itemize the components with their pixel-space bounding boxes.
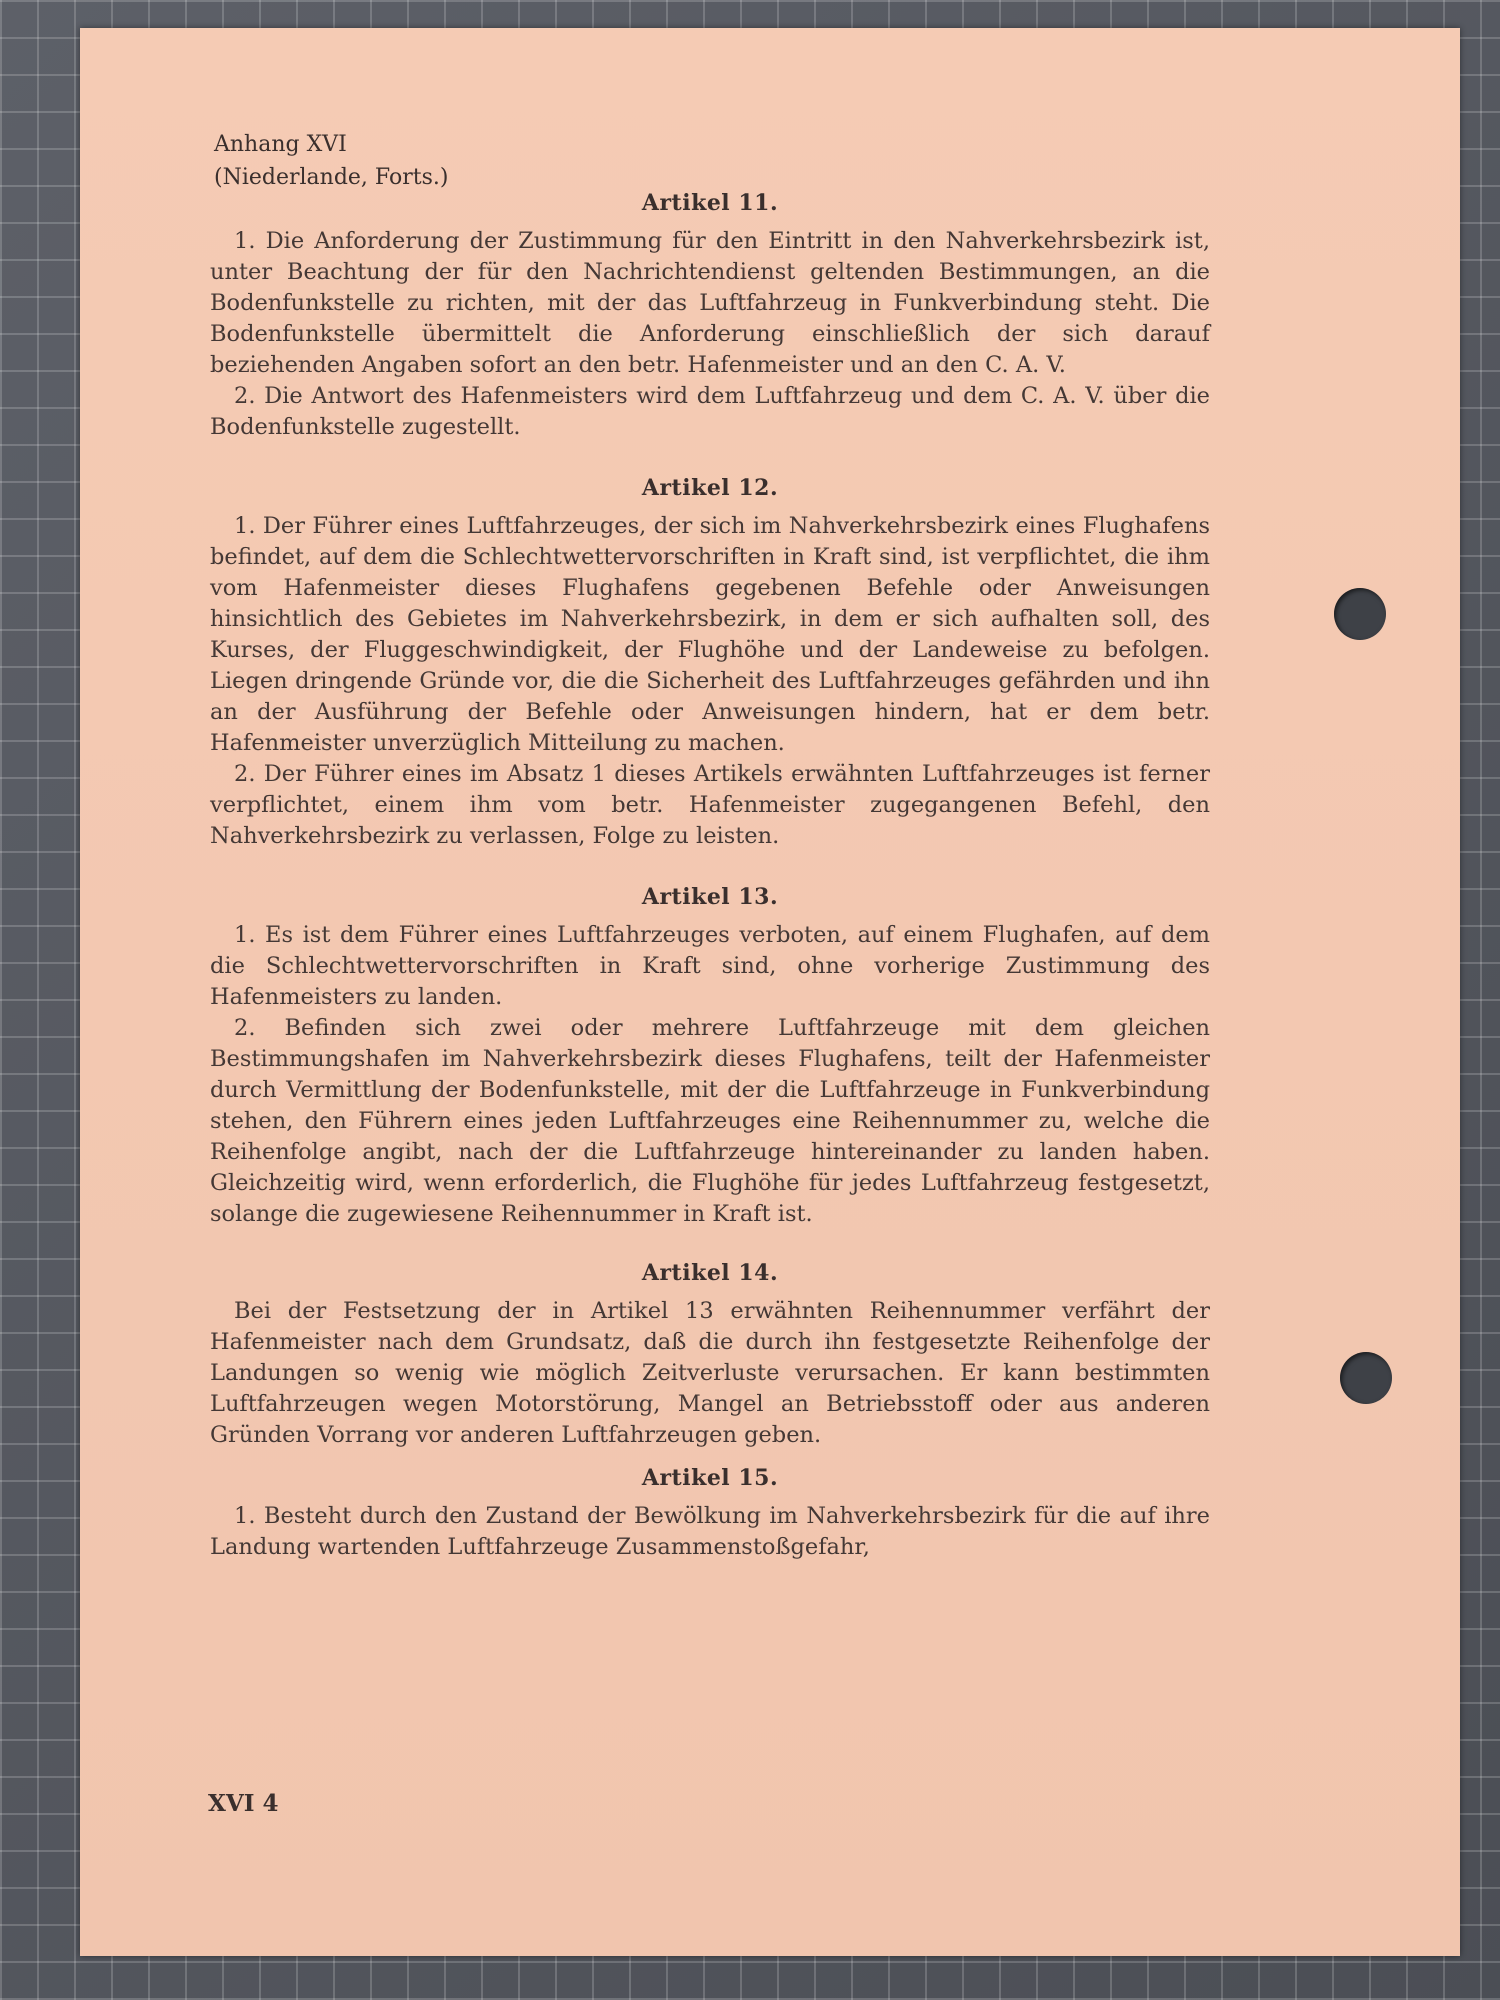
article-paragraph: 1. Die Anforderung der Zustimmung für den Eintritt in den Nahverkehrsbezirk ist, unter Beachtung der für den Nachrichtendienst geltenden Bestimmungen, an die Bodenfunkstelle zu richten, mit der das Luftfahrzeug in Funkverbindung steht. Die Bodenfunkstelle übermittelt die Anforderung einschließlich der sich darauf beziehenden Angaben sofort an den betr. Hafenmeister und an den C. A. V. [210,228,1210,378]
article-title: Artikel 12. [641,475,779,501]
article-12 [210,473,1210,852]
article-paragraph: Bei der Festsetzung der in Artikel 13 erwähnten Reihennummer verfährt der Hafenmeister nach dem Grundsatz, daß die durch ihn festgesetzte Reihenfolge der Landungen so wenig wie möglich Zeitverluste verursachen. Er kann bestimmten Luftfahrzeugen wegen Motorstörung, Mangel an Betriebsstoff oder aus anderen Gründen Vorrang vor anderen Luftfahrzeugen geben. [210,1298,1210,1448]
article-title: Artikel 14. [641,1260,779,1286]
article-13 [210,882,1210,1230]
article-paragraph: 1. Es ist dem Führer eines Luftfahrzeuges verboten, auf einem Flughafen, auf dem die Schlechtwettervorschriften in Kraft sind, ohne vorherige Zustimmung des Hafenmeisters zu landen. [210,922,1210,1010]
article-14 [210,1258,1210,1451]
document-header [214,128,448,194]
article-title: Artikel 11. [641,190,779,216]
article-title: Artikel 13. [641,884,779,910]
document-page [80,28,1460,1956]
article-paragraph: 1. Besteht durch den Zustand der Bewölkung im Nahverkehrsbezirk für die auf ihre Landung wartenden Luftfahrzeuge Zusammenstoßgefahr, [210,1503,1210,1560]
punch-hole [1340,1352,1392,1404]
document-body [210,188,1210,1563]
header-country-label: (Niederlande, Forts.) [214,165,449,190]
article-15 [210,1463,1210,1563]
punch-hole [1334,588,1386,640]
article-paragraph: 2. Befinden sich zwei oder mehrere Luftfahrzeuge mit dem gleichen Bestimmungshafen im Nahverkehrsbezirk dieses Flughafens, teilt der Hafenmeister durch Vermittlung der Bodenfunkstelle, mit der die Luftfahrzeuge in Funkverbindung stehen, den Führern eines jeden Luftfahrzeuges eine Reihennummer zu, welche die Reihenfolge angibt, nach der die Luftfahrzeuge hintereinander zu landen haben. Gleichzeitig wird, wenn erforderlich, die Flughöhe für jedes Luftfahrzeug festgesetzt, solange die zugewiesene Reihennummer in Kraft ist. [210,1015,1210,1227]
page-number: XVI 4 [208,1790,279,1817]
article-11 [210,188,1210,443]
article-paragraph: 1. Der Führer eines Luftfahrzeuges, der sich im Nahverkehrsbezirk eines Flughafens befindet, auf dem die Schlechtwettervorschriften in Kraft sind, ist verpflichtet, die ihm vom Hafenmeister dieses Flughafens gegebenen Befehle oder Anweisungen hinsichtlich des Gebietes im Nahverkehrsbezirk, in dem er sich aufhalten soll, des Kurses, der Fluggeschwindigkeit, der Flughöhe und der Landeweise zu befolgen. Liegen dringende Gründe vor, die die Sicherheit des Luftfahrzeuges gefährden und ihn an der Ausführung der Befehle oder Anweisungen hindern, hat er dem betr. Hafenmeister unverzüglich Mitteilung zu machen. [210,513,1210,756]
article-paragraph: 2. Der Führer eines im Absatz 1 dieses Artikels erwähnten Luftfahrzeuges ist ferner verpflichtet, einem ihm vom betr. Hafenmeister zugegangenen Befehl, den Nahverkehrsbezirk zu verlassen, Folge zu leisten. [210,761,1210,849]
article-title: Artikel 15. [641,1465,779,1491]
article-paragraph: 2. Die Antwort des Hafenmeisters wird dem Luftfahrzeug und dem C. A. V. über die Bodenfunkstelle zugestellt. [210,383,1210,440]
header-annex-label: Anhang XVI [214,132,347,157]
